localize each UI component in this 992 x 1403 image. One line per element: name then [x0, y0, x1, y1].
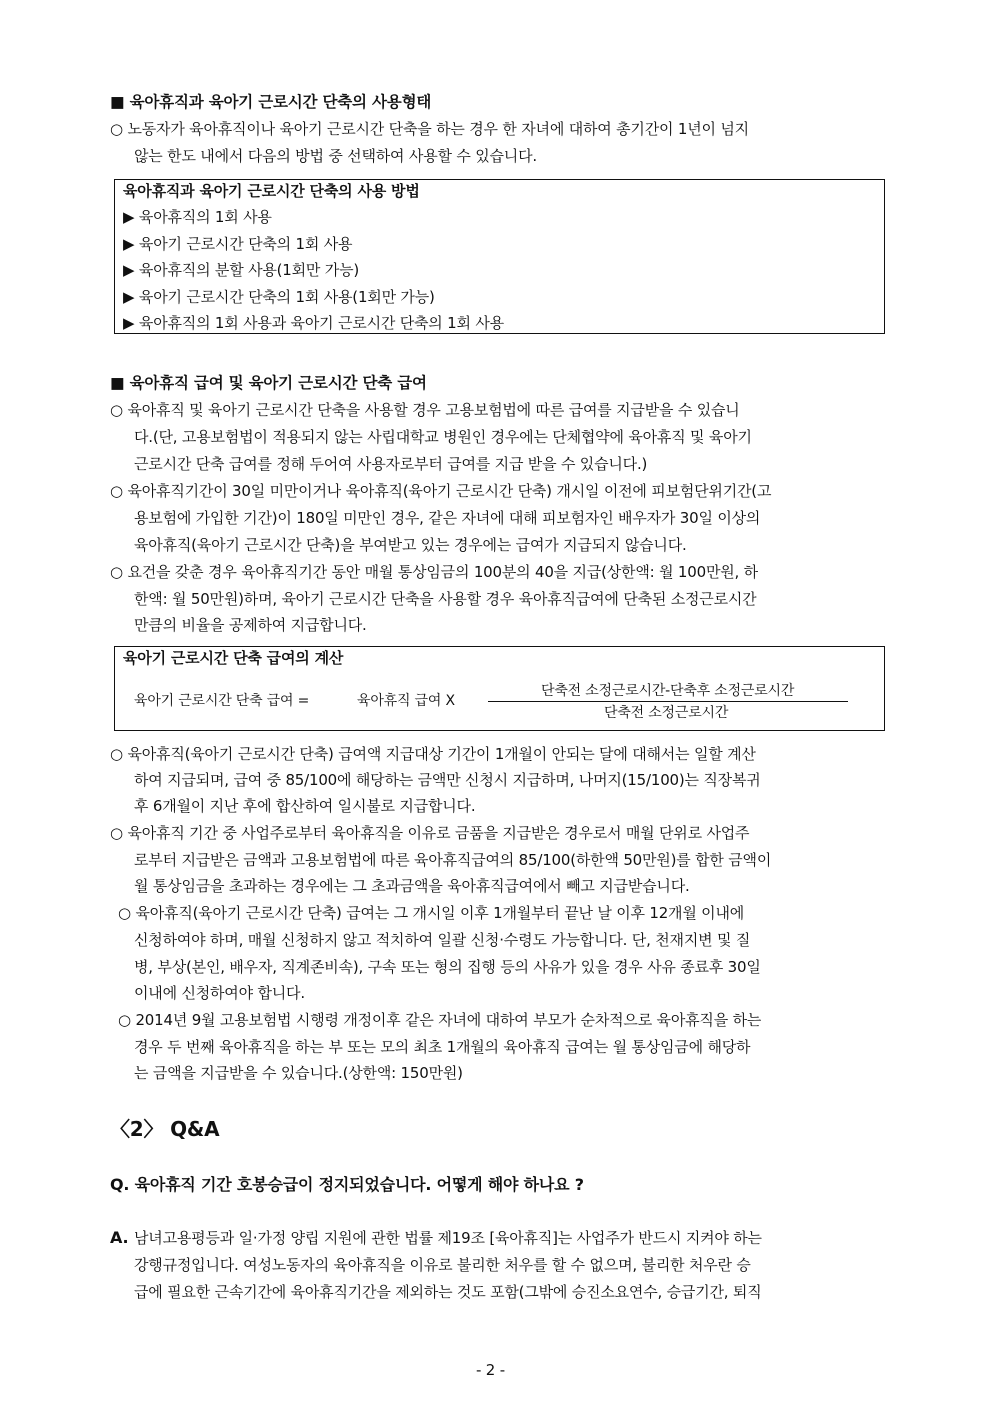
paragraph-line: 월 통상임금을 초과하는 경우에는 그 초과금액을 육아휴직급여에서 빼고 지급받습니다. — [134, 877, 690, 895]
box-item: ▶ 육아휴직의 1회 사용 — [123, 208, 272, 226]
question: Q. 육아휴직 기간 호봉승급이 정지되었습니다. 어떻게 해야 하나요 ? — [110, 1175, 584, 1194]
calc-denominator: 단축전 소정근로시간 — [604, 705, 729, 721]
paragraph-line: ○ 요건을 갖춘 경우 육아휴직기간 동안 매월 통상임금의 100분의 40을 지급(상한액: 월 100만원, 하 — [110, 563, 758, 581]
paragraph-line: 근로시간 단축 급여를 정해 두어여 사용자로부터 급여를 지급 받을 수 있습니다.) — [134, 455, 648, 473]
paragraph-line: 로부터 지급받은 금액과 고용보험법에 따른 육아휴직급여의 85/100(하한액 50만원)를 합한 금액이 — [134, 851, 772, 869]
paragraph-line: ○ 육아휴직 및 육아기 근로시간 단축을 사용할 경우 고용보험법에 따른 급여를 지급받을 수 있습니 — [110, 401, 740, 419]
calc-lhs: 육아기 근로시간 단축 급여 = — [134, 693, 310, 709]
answer-line: 급에 필요한 근속기간에 육아휴직기간을 제외하는 것도 포함(그밖에 승진소요연수, 승급기간, 퇴직 — [134, 1283, 762, 1301]
paragraph-line: 후 6개월이 지난 후에 합산하여 일시불로 지급합니다. — [134, 797, 476, 815]
paragraph-line: 는 금액을 지급받을 수 있습니다.(상한액: 150만원) — [134, 1064, 463, 1082]
box-item: ▶ 육아기 근로시간 단축의 1회 사용(1회만 가능) — [123, 288, 435, 306]
paragraph-line: 병, 부상(본인, 배우자, 직계존비속), 구속 또는 형의 집행 등의 사유가 있을 경우 사유 종료후 30일 — [134, 958, 761, 976]
calc-box-title: 육아기 근로시간 단축 급여의 계산 — [123, 649, 344, 667]
calc-numerator: 단축전 소정근로시간-단축후 소정근로시간 — [541, 683, 795, 699]
paragraph-line: 만큼의 비율을 공제하여 지급합니다. — [134, 616, 367, 634]
calc-multiplier: 육아휴직 급여 X — [357, 693, 455, 709]
box-item: ▶ 육아기 근로시간 단축의 1회 사용 — [123, 235, 353, 253]
paragraph-line: 한액: 월 50만원)하며, 육아기 근로시간 단축을 사용할 경우 육아휴직급여에 단축된 소정근로시간 — [134, 590, 757, 608]
paragraph-line: ○ 노동자가 육아휴직이나 육아기 근로시간 단축을 하는 경우 한 자녀에 대하여 총기간이 1년이 넘지 — [110, 120, 749, 138]
answer-line: 남녀고용평등과 일·가정 양립 지원에 관한 법률 제19조 [육아휴직]는 사업주가 반드시 지켜야 하는 — [134, 1229, 762, 1247]
answer-label: A. — [110, 1228, 129, 1247]
paragraph-line: ○ 육아휴직 기간 중 사업주로부터 육아휴직을 이유로 금품을 지급받은 경우로서 매월 단위로 사업주 — [110, 824, 750, 842]
answer-line: 강행규정입니다. 여성노동자의 육아휴직을 이유로 불리한 처우를 할 수 없으며, 불리한 처우란 승 — [134, 1256, 751, 1274]
box-item: ▶ 육아휴직의 분할 사용(1회만 가능) — [123, 261, 360, 279]
paragraph-line: 이내에 신청하여야 합니다. — [134, 984, 305, 1002]
box-title: 육아휴직과 육아기 근로시간 단축의 사용 방법 — [123, 182, 420, 200]
paragraph-line: ○ 육아휴직(육아기 근로시간 단축) 급여는 그 개시일 이후 1개월부터 끝난 날 이후 12개월 이내에 — [118, 904, 745, 922]
paragraph-line: ○ 육아휴직(육아기 근로시간 단축) 급여액 지급대상 기간이 1개월이 안되는 달에 대해서는 일할 계산 — [110, 745, 756, 763]
box-item: ▶ 육아휴직의 1회 사용과 육아기 근로시간 단축의 1회 사용 — [123, 314, 504, 332]
paragraph-line: 신청하여야 하며, 매월 신청하지 않고 적치하여 일괄 신청·수령도 가능합니다. 단, 천재지변 및 질 — [134, 931, 751, 949]
qa-heading: 〈2〉 Q&A — [110, 1117, 220, 1141]
paragraph-line: 다.(단, 고용보험법이 적용되지 않는 사립대학교 병원인 경우에는 단체협약에 육아휴직 및 육아기 — [134, 428, 752, 446]
section-heading: ■ 육아휴직과 육아기 근로시간 단축의 사용형태 — [110, 93, 432, 111]
section-heading: ■ 육아휴직 급여 및 육아기 근로시간 단축 급여 — [110, 374, 427, 392]
paragraph-line: ○ 육아휴직기간이 30일 미만이거나 육아휴직(육아기 근로시간 단축) 개시일 이전에 피보험단위기간(고 — [110, 482, 772, 500]
paragraph-line: 용보험에 가입한 기간)이 180일 미만인 경우, 같은 자녀에 대해 피보험자인 배우자가 30일 이상의 — [134, 509, 761, 527]
paragraph-line: 하여 지급되며, 급여 중 85/100에 해당하는 금액만 신청시 지급하며, 나머지(15/100)는 직장복귀 — [134, 771, 761, 789]
paragraph-line: 경우 두 번째 육아휴직을 하는 부 또는 모의 최초 1개월의 육아휴직 급여는 월 통상임금에 해당하 — [134, 1038, 751, 1056]
page-number: - 2 - — [476, 1361, 505, 1379]
paragraph-line: 않는 한도 내에서 다음의 방법 중 선택하여 사용할 수 있습니다. — [134, 147, 537, 165]
paragraph-line: 육아휴직(육아기 근로시간 단축)을 부여받고 있는 경우에는 급여가 지급되지 않습니다. — [134, 536, 687, 554]
paragraph-line: ○ 2014년 9월 고용보험법 시행령 개정이후 같은 자녀에 대하여 부모가 순차적으로 육아휴직을 하는 — [118, 1011, 762, 1029]
